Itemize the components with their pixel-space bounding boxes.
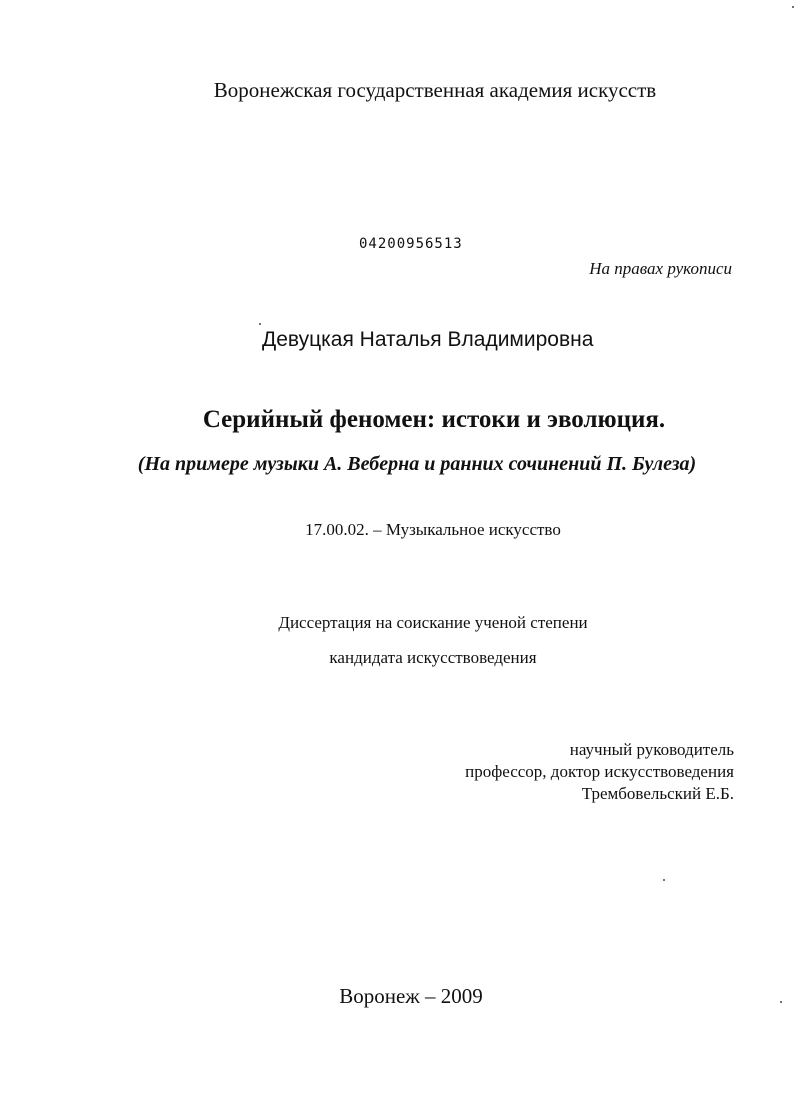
- degree-statement-line-2: кандидата искусствоведения: [329, 648, 537, 667]
- specialty-code: 17.00.02. – Музыкальное искусство: [305, 520, 561, 539]
- dissertation-title: Серийный феномен: истоки и эволюция.: [202, 406, 666, 433]
- author-name: Девуцкая Наталья Владимировна: [262, 328, 594, 351]
- degree-statement-line-1: Диссертация на соискание ученой степени: [278, 613, 588, 632]
- scan-speck: [259, 323, 261, 325]
- scan-speck: [780, 1001, 782, 1003]
- supervisor-name: Трембовельский Е.Б.: [581, 784, 734, 803]
- scan-speck: [792, 6, 794, 8]
- supervisor-degree: профессор, доктор искусствоведения: [465, 762, 734, 781]
- scan-speck: [663, 879, 665, 881]
- rights-note: На правах рукописи: [589, 259, 732, 278]
- institution-name: Воронежская государственная академия искусств: [213, 78, 657, 102]
- supervisor-role: научный руководитель: [569, 740, 734, 759]
- city-and-year: Воронеж – 2009: [339, 984, 483, 1008]
- library-stamp-number: 04200956513: [359, 236, 463, 252]
- dissertation-subtitle: (На примере музыки А. Веберна и ранних сочинений П. Булеза): [137, 453, 697, 475]
